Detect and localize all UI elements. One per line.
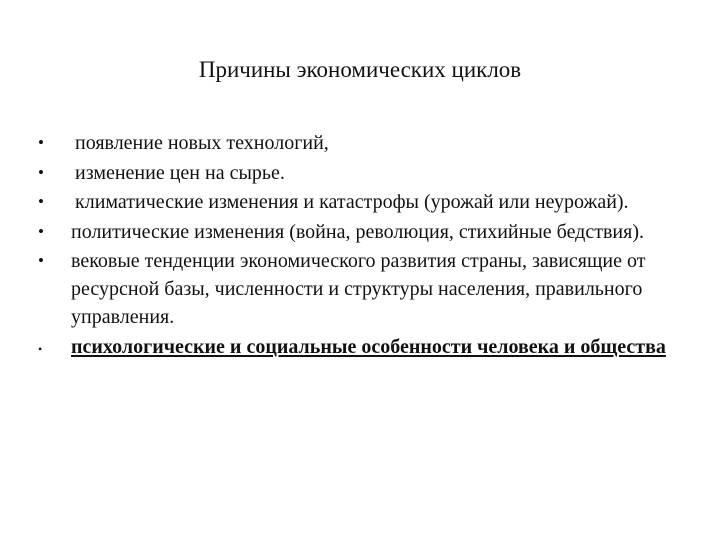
bullet-marker: • — [38, 133, 44, 152]
bullet-text: климатические изменения и катастрофы (урожай или неурожай). — [75, 191, 629, 213]
bullet-marker: • — [38, 251, 44, 270]
list-item — [38, 129, 678, 157]
bullet-text: появление новых технологий, — [75, 132, 329, 154]
bullet-marker: • — [38, 221, 44, 241]
bullet-list — [38, 129, 678, 363]
list-item — [38, 218, 678, 246]
bullet-text-emphasis: психологические и социальные особенности человека и общества — [71, 336, 666, 358]
list-item — [38, 247, 678, 331]
bullet-text: политические изменения (война, революция, стихийные бедствия). — [71, 220, 644, 243]
list-item — [38, 159, 678, 187]
list-item — [38, 333, 678, 361]
bullet-text: изменение цен на сырье. — [75, 161, 285, 184]
bullet-marker: • — [38, 162, 44, 182]
bullet-marker: • — [38, 192, 44, 211]
slide-title: Причины экономических циклов — [198, 57, 522, 82]
list-item — [38, 188, 678, 216]
bullet-text: вековые тенденции экономического развития страны, зависящие от ресурсной базы, численности и структуры населения, правильного управления. — [71, 250, 646, 328]
bullet-marker: • — [38, 342, 43, 356]
